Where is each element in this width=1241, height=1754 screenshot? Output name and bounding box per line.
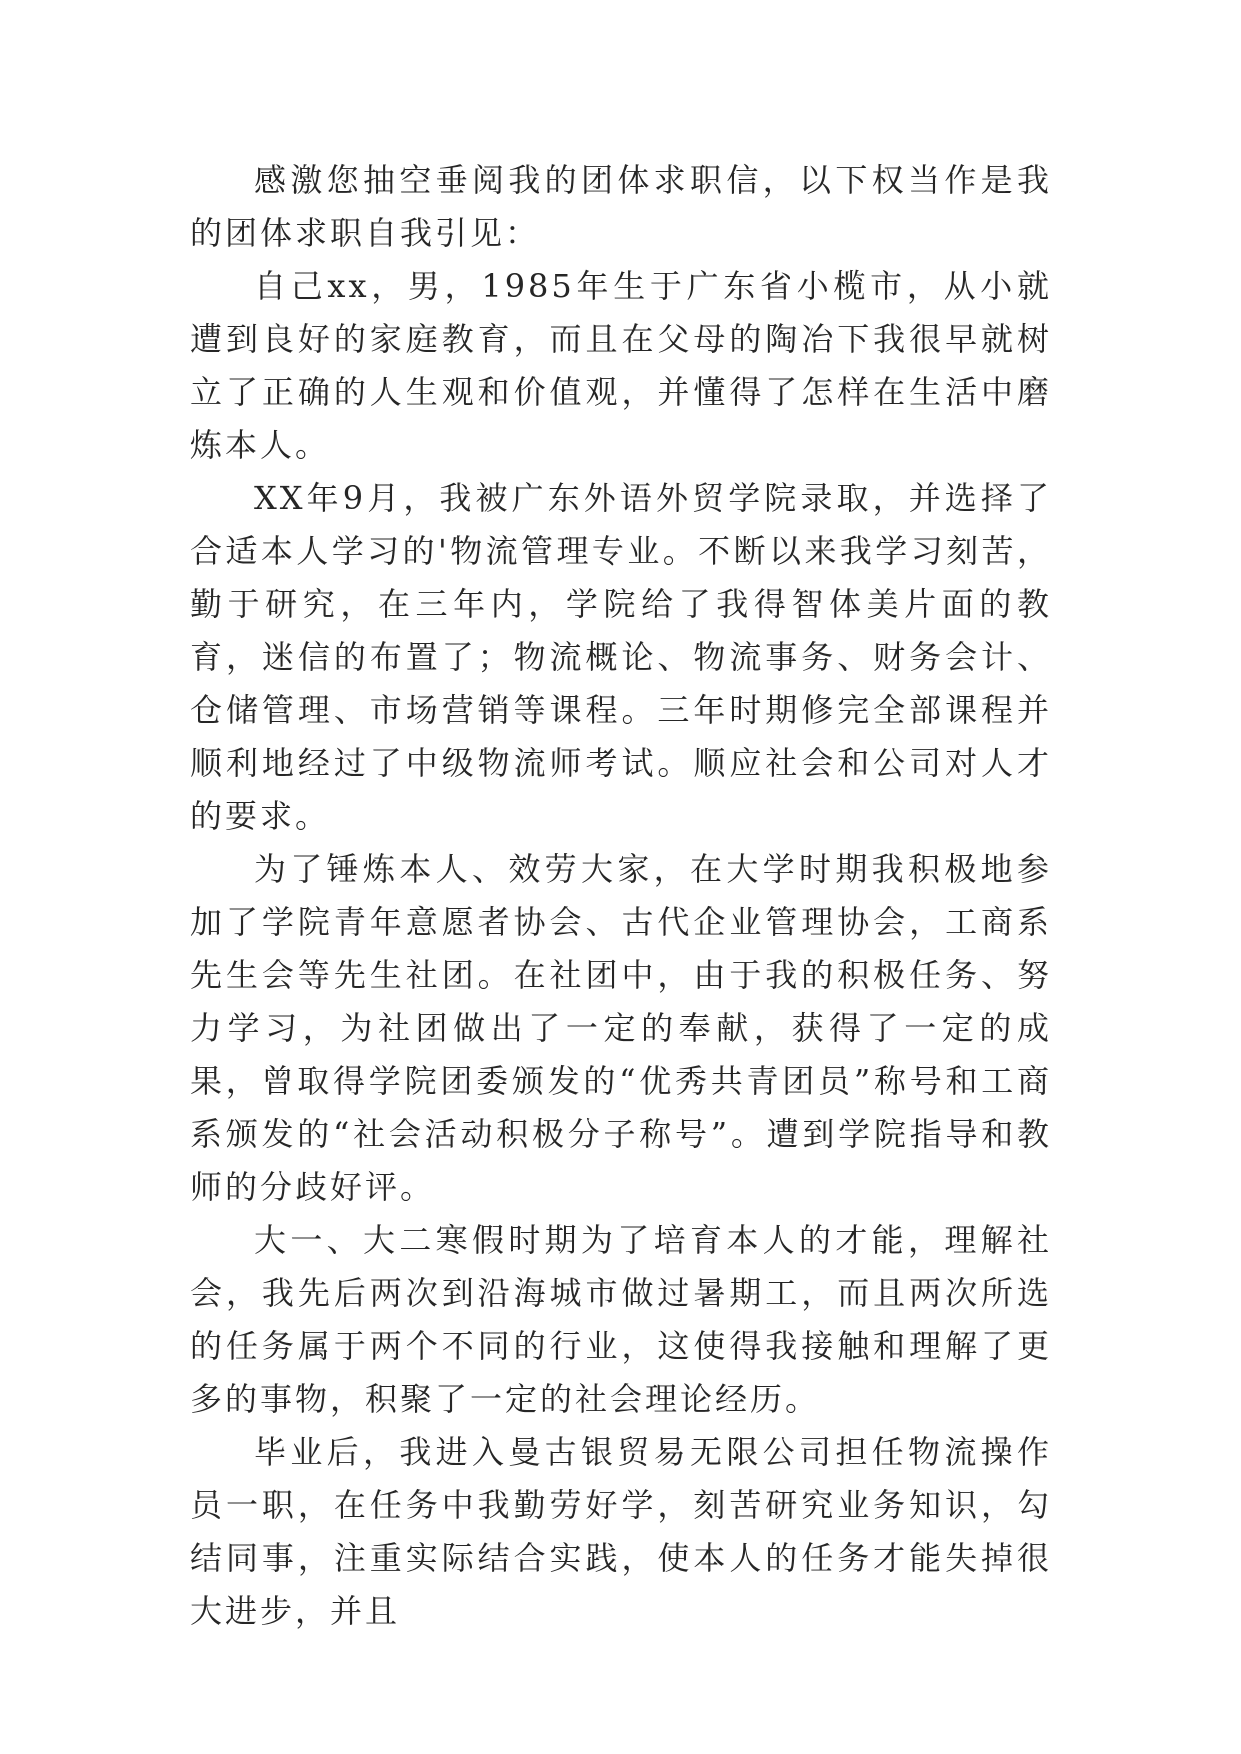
paragraph-education: XX年9月，我被广东外语外贸学院录取，并选择了合适本人学习的'物流管理专业。不断以来我学习刻苦，勤于研究，在三年内，学院给了我得智体美片面的教育，迷信的布置了；物流概论、物流事务、财务会计、仓储管理、市场营销等课程。三年时期修完全部课程并顺利地经过了中级物流师考试。顺应社会和公司对人才的要求。 (190, 479, 1052, 835)
letter-body (190, 154, 1052, 1638)
paragraph-activities: 为了锤炼本人、效劳大家，在大学时期我积极地参加了学院青年意愿者协会、古代企业管理协会，工商系先生会等先生社团。在社团中，由于我的积极任务、努力学习，为社团做出了一定的奉献，获得了一定的成果，曾取得学院团委颁发的“优秀共青团员”称号和工商系颁发的“社会活动积极分子称号”。遭到学院指导和教师的分歧好评。 (190, 850, 1052, 1206)
paragraph-summer-work: 大一、大二寒假时期为了培育本人的才能，理解社会，我先后两次到沿海城市做过暑期工，而且两次所选的任务属于两个不同的行业，这使得我接触和理解了更多的事物，积聚了一定的社会理论经历。 (190, 1221, 1052, 1418)
paragraph-introduction: 自己xx，男，1985年生于广东省小榄市，从小就遭到良好的家庭教育，而且在父母的陶冶下我很早就树立了正确的人生观和价值观，并懂得了怎样在生活中磨炼本人。 (190, 267, 1052, 464)
paragraph-employment: 毕业后，我进入曼古银贸易无限公司担任物流操作员一职，在任务中我勤劳好学，刻苦研究业务知识，勾结同事，注重实际结合实践，使本人的任务才能失掉很大进步，并且 (190, 1433, 1052, 1630)
paragraph-greeting: 感激您抽空垂阅我的团体求职信，以下权当作是我的团体求职自我引见： (190, 161, 1052, 252)
